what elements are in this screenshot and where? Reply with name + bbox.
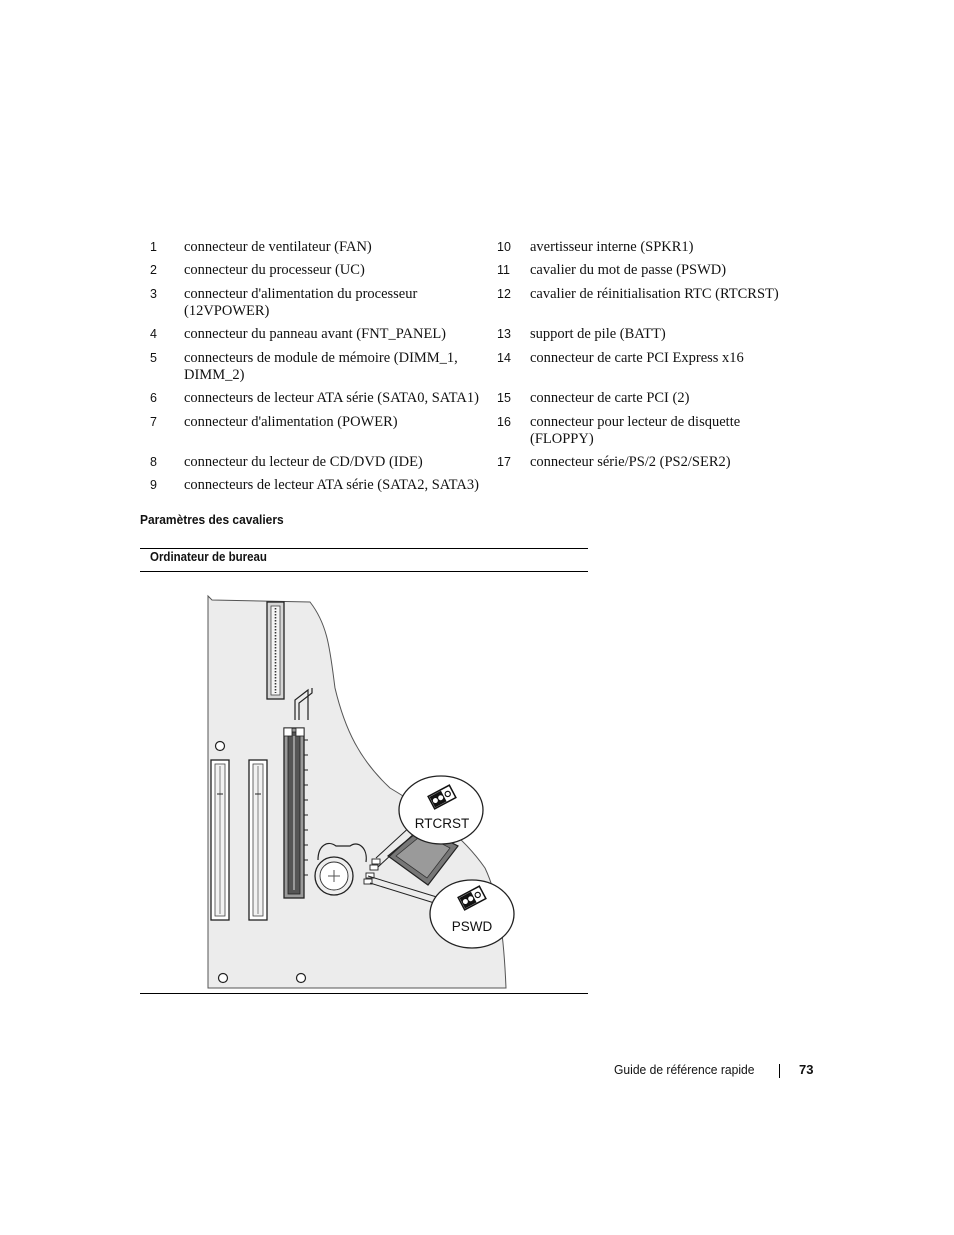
legend-num: 5 (150, 351, 157, 365)
legend-text: connecteur d'alimentation (POWER) (184, 414, 398, 430)
legend-num: 4 (150, 327, 157, 341)
legend-text: connecteurs de lecteur ATA série (SATA0, SATA1) (184, 390, 479, 406)
legend-num: 11 (497, 263, 510, 277)
legend-num: 10 (497, 240, 511, 254)
legend-num: 1 (150, 240, 157, 254)
ide-connector (267, 602, 284, 699)
legend-text: connecteur du panneau avant (FNT_PANEL) (184, 326, 446, 342)
footer-title: Guide de référence rapide (614, 1062, 755, 1077)
page-number: 73 (799, 1062, 814, 1077)
legend-num: 14 (497, 351, 511, 365)
jumper-diagram (200, 580, 530, 995)
legend-num: 8 (150, 455, 157, 469)
rtcrst-label: RTCRST (414, 816, 470, 831)
legend-num: 12 (497, 287, 511, 301)
legend-text: connecteur de carte PCI (2) (530, 390, 690, 406)
pswd-callout (430, 880, 514, 948)
legend-num: 16 (497, 415, 511, 429)
footer-separator (779, 1064, 780, 1078)
pswd-label: PSWD (451, 919, 493, 934)
legend-num: 17 (497, 455, 511, 469)
legend-text: cavalier de réinitialisation RTC (RTCRST) (530, 286, 779, 302)
table-rule-top (140, 548, 588, 549)
legend-text: connecteur pour lecteur de disquette (FLOPPY) (530, 414, 741, 447)
table-header: Ordinateur de bureau (150, 550, 267, 564)
legend-num: 6 (150, 391, 157, 405)
legend-text: support de pile (BATT) (530, 326, 666, 342)
legend-text: connecteur d'alimentation du processeur (12VPOWER) (184, 286, 418, 319)
table-rule-bottom (140, 993, 588, 994)
pci-slot-2 (249, 760, 267, 920)
legend-num: 9 (150, 478, 157, 492)
legend-text: connecteurs de module de mémoire (DIMM_1, DIMM_2) (184, 350, 458, 383)
legend-text: avertisseur interne (SPKR1) (530, 239, 694, 255)
legend-text: connecteur du processeur (UC) (184, 262, 365, 278)
legend-text: connecteur série/PS/2 (PS2/SER2) (530, 454, 731, 470)
legend-text: connecteur du lecteur de CD/DVD (IDE) (184, 454, 423, 470)
rtcrst-callout (399, 776, 483, 844)
legend-text: cavalier du mot de passe (PSWD) (530, 262, 727, 278)
pci-slot-1 (211, 760, 229, 920)
legend-num: 13 (497, 327, 511, 341)
section-heading: Paramètres des cavaliers (140, 512, 284, 527)
legend-text: connecteurs de lecteur ATA série (SATA2, SATA3) (184, 477, 479, 493)
legend-num: 7 (150, 415, 157, 429)
legend-text: connecteur de carte PCI Express x16 (530, 350, 744, 366)
legend-num: 3 (150, 287, 157, 301)
legend-text: connecteur de ventilateur (FAN) (184, 239, 372, 255)
mounting-hole (216, 742, 225, 751)
table-rule-mid (140, 571, 588, 572)
legend-num: 15 (497, 391, 511, 405)
legend-num: 2 (150, 263, 157, 277)
mounting-hole (219, 974, 228, 983)
mounting-hole (297, 974, 306, 983)
